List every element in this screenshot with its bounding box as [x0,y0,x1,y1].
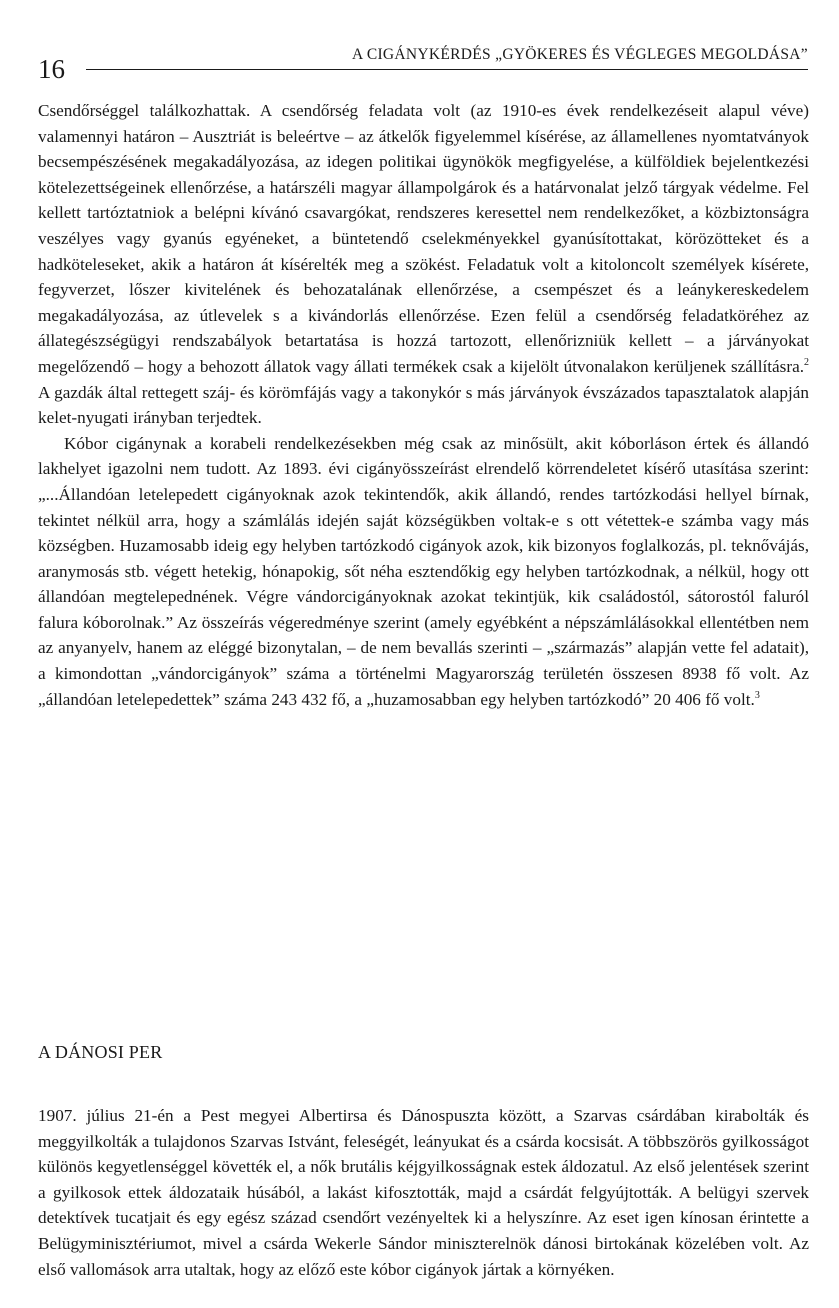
paragraph-text: A gazdák által rettegett száj- és körömfájás vagy a takonykór s más járványok évszázados tapasztalatok alapján kelet-nyugati irányban terjedtek. [38,382,809,428]
footnote-ref: 3 [754,689,760,701]
paragraph-nomadic-gypsies [38,431,809,713]
paragraph-border-guard [38,98,809,431]
footnote-ref: 2 [804,356,809,368]
page-number: 16 [38,54,65,84]
main-text [38,98,809,712]
running-title: A CIGÁNYKÉRDÉS „GYÖKERES ÉS VÉGLEGES MEGOLDÁSA” [352,46,808,63]
section-heading: A DÁNOSI PER [38,1042,163,1062]
paragraph-text: Kóbor cigánynak a korabeli rendelkezésekben még csak az minősült, akit kóborláson értek és állandó lakhelyet igazolni nem tudott. Az 1893. évi cigányösszeírást elrendelő körrendeletet kísérő utasítása szerint: „...Állandóan letelepedett cigányoknak azok tekintendők, akik állandó, rendes tartózkodási hellyel bírnak, tekintet nélkül arra, hogy a számlálás idején saját községükben voltak-e s ott vétettek-e számba vagy más községben. Huzamosabb ideig egy helyben tartózkodó cigányok azok, kik bizonyos foglalkozás, pl. teknővájás, aranymosás stb. végett hetekig, hónapokig, sőt néha esztendőkig egy helyben tartózkodnak, a nélkül, hogy ott állandóan megtelepednének. Végre vándorcigányoknak azokat tekintjük, kik családostól, sátorostól faluról falura kóborolnak.” Az összeírás végeredménye szerint (amely egyébként a népszámlálásokkal ellentétben nem az anyanyelv, hanem az eléggé bizonytalan, – de nem bevallás szerinti – „származás” alapján vette fel adatait), a kimondottan „vándorcigányok” száma a történelmi Magyarország területén összesen 8938 fő volt. Az „állandóan letelepedettek” száma 243 432 fő, a „huzamosabban egy helyben tartózkodó” 20 406 fő volt. [38,433,809,709]
paragraph-text: Csendőrséggel találkozhattak. A csendőrség feladata volt (az 1910-es évek rendelkezéseit alapul véve) valamennyi határon – Ausztriát is beleértve – az átkelők figyelemmel kísérése, az államellenes nyomtatványok becsempészésének megakadályozása, az idegen politikai ügynökök megfigyelése, a külföldiek bejelentkezési kötelezettségeinek ellenőrzése, a határszéli magyar állampolgárok és a határvonalat jelző tárgyak védelme. Fel kellett tartóztatniok a belépni kívánó csavargókat, rendszeres keresettel nem rendelkezőket, a közbiztonságra veszélyes vagy gyanús egyéneket, a büntetendő cselekményekkel gyanúsítottakat, körözötteket és a hadköteleseket, akik a határon át kísérelték meg a szökést. Feladatuk volt a kitoloncolt személyek kísérete, fegyverzet, lőszer kivitelének és behozatalának ellenőrzése, a csempészet és a leánykereskedelem megakadályozása, az útlevelek s a kivándorlás ellenőrzése. Ezen felül a csendőrség feladatköréhez az állategészségügyi rendszabályok betartatása is hozzá tartozott, ellenőrizniük kellett – a járványokat megelőzendő – hogy a behozott állatok vagy állati termékek csak a kijelölt útvonalakon kerüljenek szállításra. [38,101,809,376]
header-rule [86,69,808,70]
page-header [38,44,808,88]
paragraph-danos-case: 1907. július 21-én a Pest megyei Albertirsa és Dánospuszta között, a Szarvas csárdában kirabolták és meggyilkolták a tulajdonos Szarvas Istvánt, feleségét, leányukat és a csárda kocsisát. A többszörös gyilkosságot különös kegyetlenséggel követték el, a nők brutális kéjgyilkosságnak estek áldozatul. Az első jelentések szerint a gyilkosok ettek áldozataik húsából, a lakást kifosztották, majd a csárdát felgyújtották. A belügyi szervek detektívek tucatjait és egy egész század csendőrt vezényeltek ki a helyszínre. Az eset igen kínosan érintette a Belügyminisztériumot, mivel a csárda Wekerle Sándor miniszterelnök dánosi birtokának közelében volt. Az első vallomások arra utaltak, hogy az előző este kóbor cigányok jártak a környéken. [38,1106,809,1279]
section-text [38,1103,809,1282]
